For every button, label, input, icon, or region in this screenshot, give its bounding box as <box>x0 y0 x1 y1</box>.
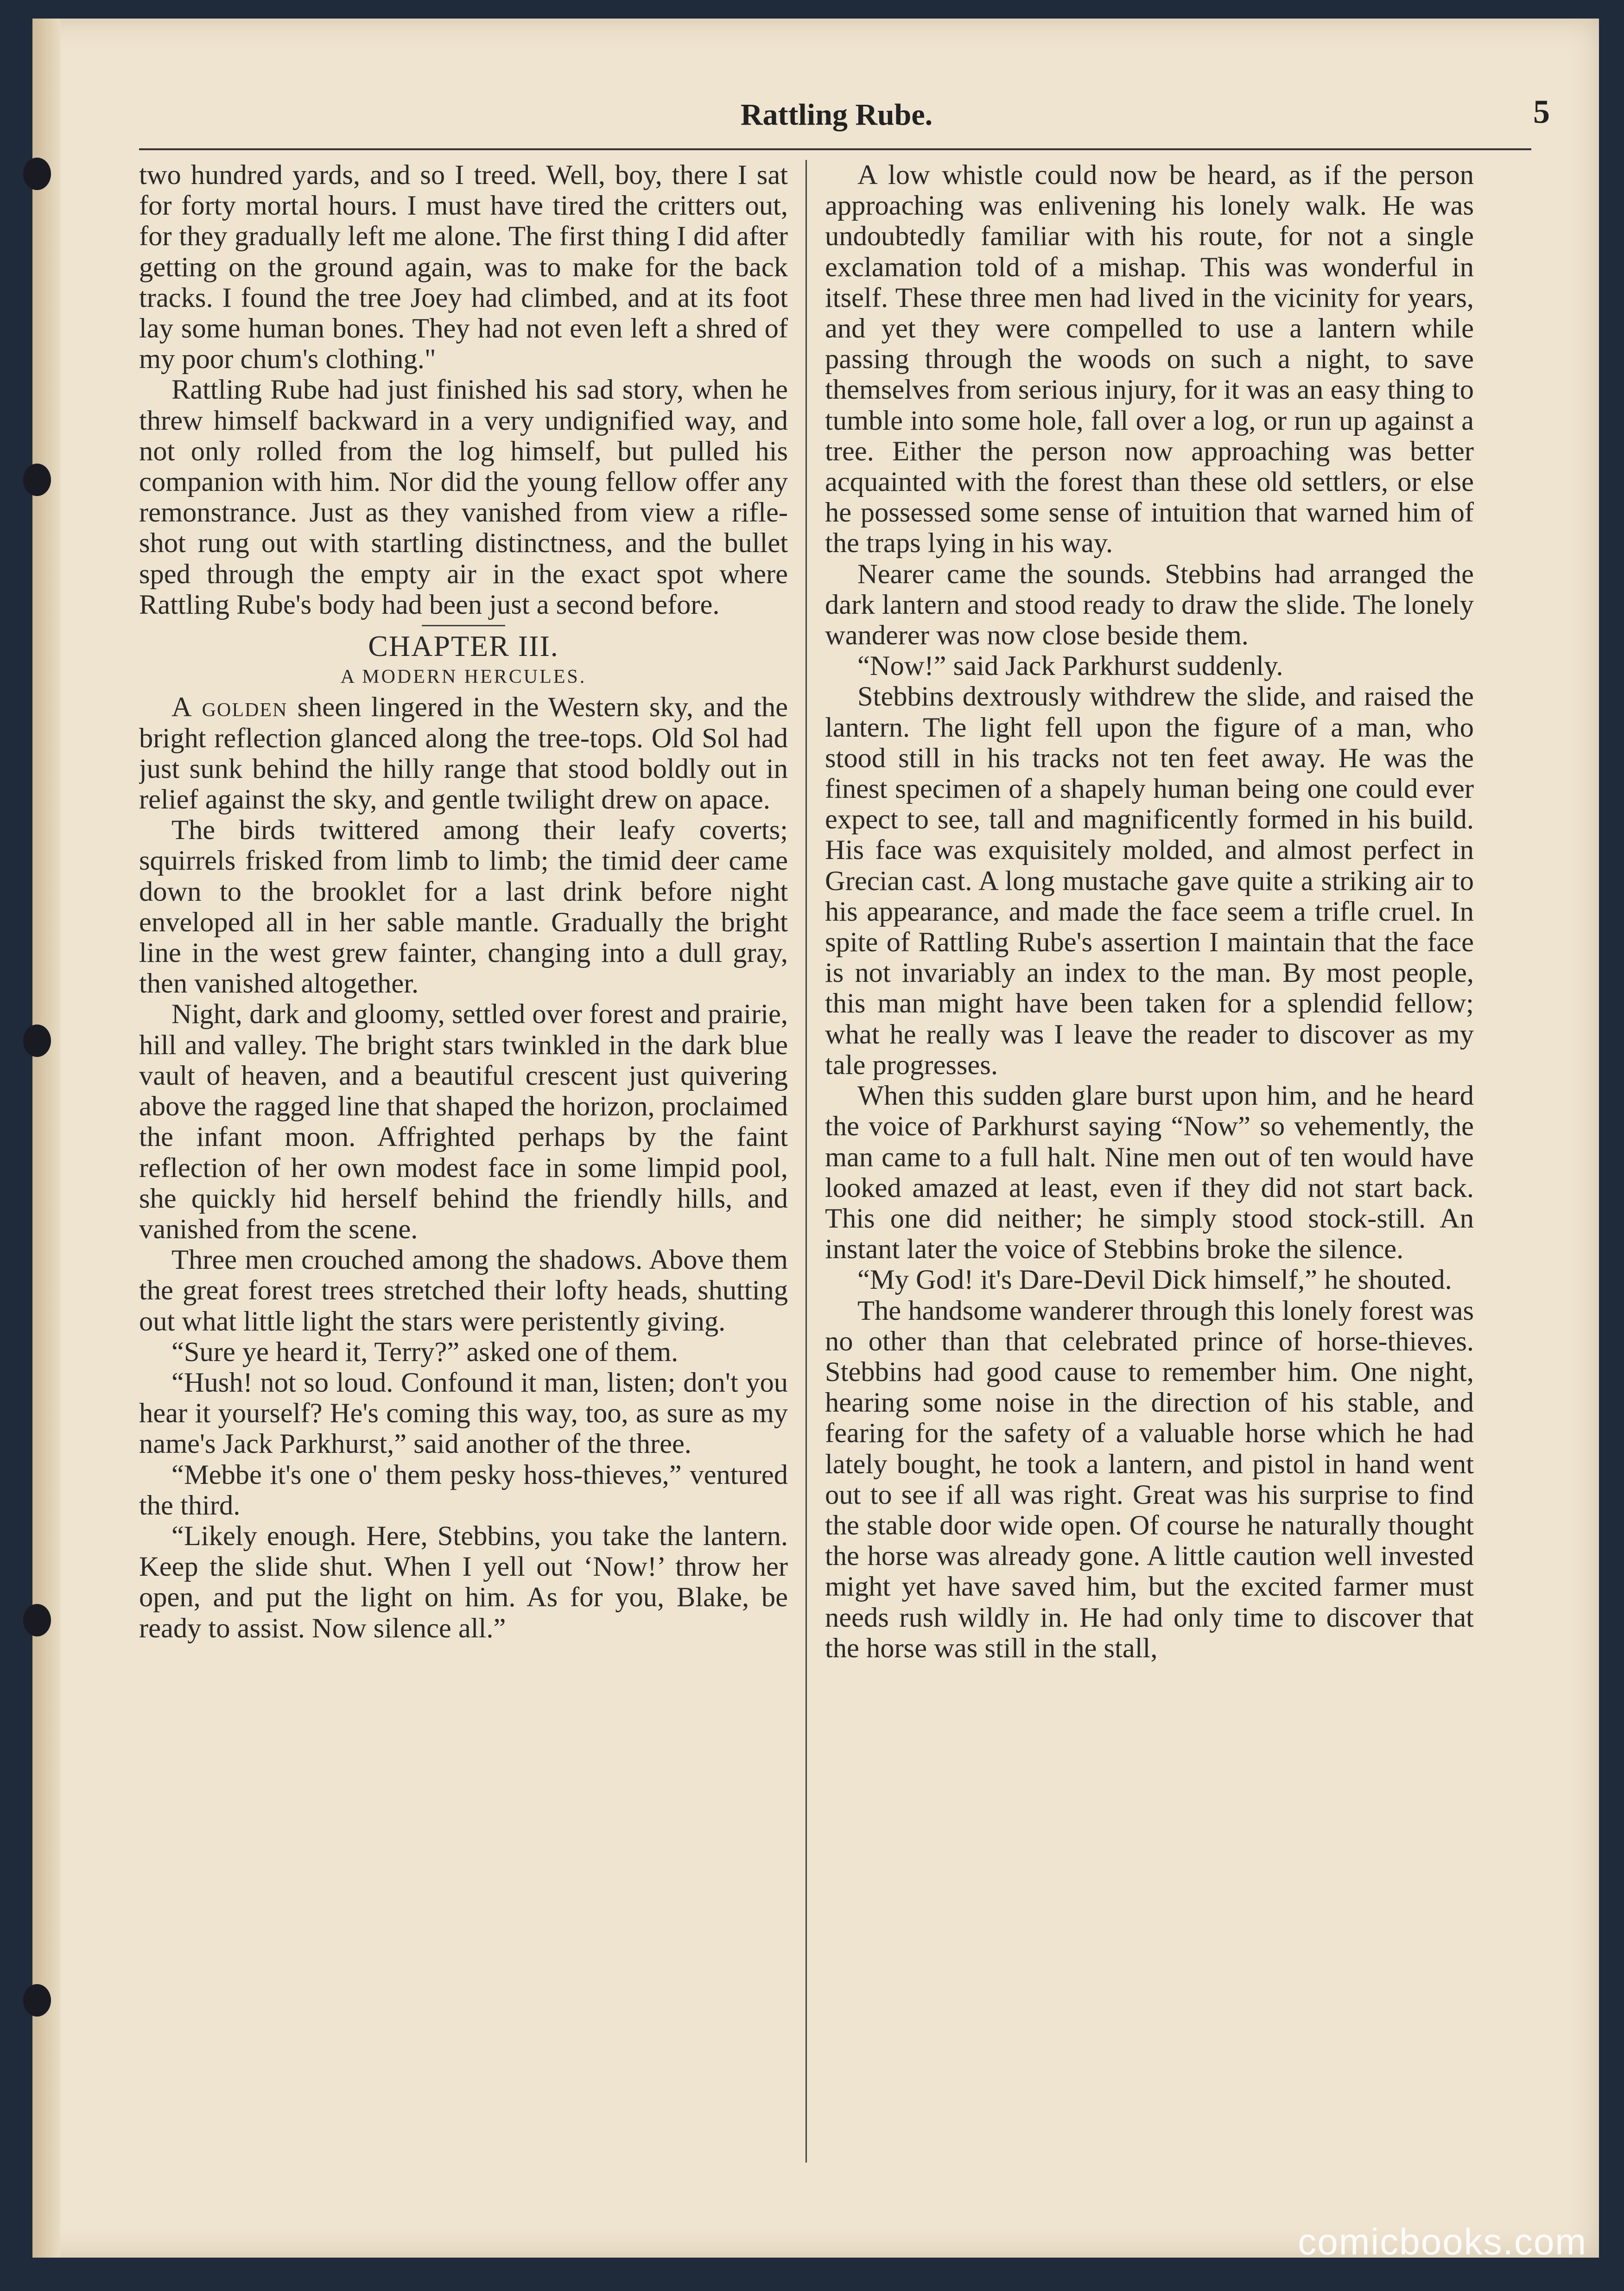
paragraph: The birds twittered among their leafy coverts; squirrels frisked from limb to limb; the timid deer came down to the brooklet for a last drink before night enveloped all in her sable mantle. Gradually the bright line in the west grew fainter, changing into a dull gray, then vanished altogether. <box>139 815 788 999</box>
paragraph: The handsome wanderer through this lonely forest was no other than that celebrated prince of horse-thieves. Stebbins had good cause to remember him. One night, hearing some noise in the direction of his stable, and fearing for the safety of a valuable horse which he had lately bought, he took a lantern, and pistol in hand went out to see if all was right. Great was his surprise to find the stable door wide open. Of course he naturally thought the horse was already gone. A little caution well invested might yet have saved him, but the excited farmer must needs rush wildly in. He had only time to discover that the horse was still in the stall, <box>825 1295 1474 1664</box>
page-spine <box>32 19 60 2258</box>
paragraph: Nearer came the sounds. Stebbins had arranged the dark lantern and stood ready to draw the slide. The lonely wanderer was now close beside them. <box>825 558 1474 651</box>
paragraph: “Mebbe it's one o' them pesky hoss-thieves,” ventured the third. <box>139 1459 788 1521</box>
paragraph: Rattling Rube had just finished his sad story, when he threw himself backward in a very undignified way, and not only rolled from the log himself, but pulled his companion with him. Nor did the young fellow offer any remonstrance. Just as they vanished from view a rifle-shot rung out with startling distinctness, and the bullet sped through the empty air in the exact spot where Rattling Rube's body had been just a second before. <box>139 374 788 620</box>
binding-hole <box>23 1984 51 2017</box>
binding-hole <box>23 1604 51 1636</box>
page-number: 5 <box>1533 93 1550 130</box>
running-head: Rattling Rube. <box>740 98 933 132</box>
header-rule <box>139 148 1531 150</box>
chapter-separator <box>422 625 505 626</box>
paragraph: “My God! it's Dare-Devil Dick himself,” he shouted. <box>857 1264 1452 1296</box>
chapter-title: CHAPTER III. <box>368 630 559 663</box>
paragraph: Three men crouched among the shadows. Above them the great forest trees stretched their lofty heads, shutting out what little light the stars were peristently giving. <box>139 1244 788 1337</box>
paragraph: When this sudden glare burst upon him, and he heard the voice of Parkhurst saying “Now” so vehemently, the man came to a full halt. Nine men out of ten would have looked amazed at least, even if they did not start back. This one did neither; he simply stood stock-still. An instant later the voice of Stebbins broke the silence. <box>825 1080 1474 1265</box>
column-divider <box>806 160 807 2163</box>
binding-hole <box>23 158 51 190</box>
paragraph: A low whistle could now be heard, as if the person approaching was enlivening his lonely walk. He was undoubtedly familiar with his route, for not a single exclamation told of a mishap. This was wonderful in itself. These three men had lived in the vicinity for years, and yet they were compelled to use a lantern while passing through the woods on such a night, to save themselves from serious injury, for it was an easy thing to tumble into some hole, fall over a log, or run up against a tree. Either the person now approaching was better acquainted with the forest than these old settlers, or else he possessed some sense of intuition that warned him of the traps lying in his way. <box>825 160 1474 559</box>
binding-hole <box>23 464 51 496</box>
opening-rest: sheen lingered in the Western sky, and the bright reflection glanced along the tree-tops. Old Sol had just sunk behind the hilly range that stood boldly out in relief against the sky, and gentle twilight drew on apace. <box>139 692 788 815</box>
opening-smallcaps: A golden <box>171 692 288 723</box>
right-column <box>825 160 1474 2163</box>
paragraph: “Now!” said Jack Parkhurst suddenly. <box>857 650 1283 682</box>
paragraph: Stebbins dextrously withdrew the slide, and raised the lantern. The light fell upon the figure of a man, who stood still in his tracks not ten feet away. He was the finest specimen of a shapely human being one could ever expect to see, tall and magnificently formed in his build. His face was exquisitely molded, and almost perfect in Grecian cast. A long mustache gave quite a striking air to his appearance, and made the face seem a trifle cruel. In spite of Rattling Rube's assertion I maintain that the face is not invariably an index to the man. By most people, this man might have been taken for a splendid fellow; what he really was I leave the reader to discover as my tale progresses. <box>825 681 1474 1081</box>
paragraph: “Likely enough. Here, Stebbins, you take the lantern. Keep the slide shut. When I yell out ‘Now!’ throw her open, and put the light on him. As for you, Blake, be ready to assist. Now silence all.” <box>139 1520 788 1644</box>
chapter-opening-paragraph <box>139 692 788 815</box>
binding-hole <box>23 1025 51 1057</box>
left-column <box>139 160 788 2163</box>
paragraph: “Hush! not so loud. Confound it man, listen; don't you hear it yourself? He's coming this way, too, as sure as my name's Jack Parkhurst,” said another of the three. <box>139 1367 788 1460</box>
chapter-subtitle: A MODERN HERCULES. <box>340 666 587 688</box>
paragraph: two hundred yards, and so I treed. Well, boy, there I sat for forty mortal hours. I must have tired the critters out, for they gradually left me alone. The first thing I did after getting on the ground again, was to make for the back tracks. I found the tree Joey had climbed, and at its foot lay some human bones. They had not even left a shred of my poor chum's clothing." <box>139 160 788 375</box>
watermark: comicbooks.com <box>1298 2221 1587 2262</box>
paragraph: “Sure ye heard it, Terry?” asked one of them. <box>171 1336 679 1368</box>
paragraph: Night, dark and gloomy, settled over forest and prairie, hill and valley. The bright stars twinkled in the dark blue vault of heaven, and a beautiful crescent just quivering above the ragged line that shaped the horizon, proclaimed the infant moon. Affrighted perhaps by the faint reflection of her own modest face in some limpid pool, she quickly hid herself behind the friendly hills, and vanished from the scene. <box>139 999 788 1245</box>
